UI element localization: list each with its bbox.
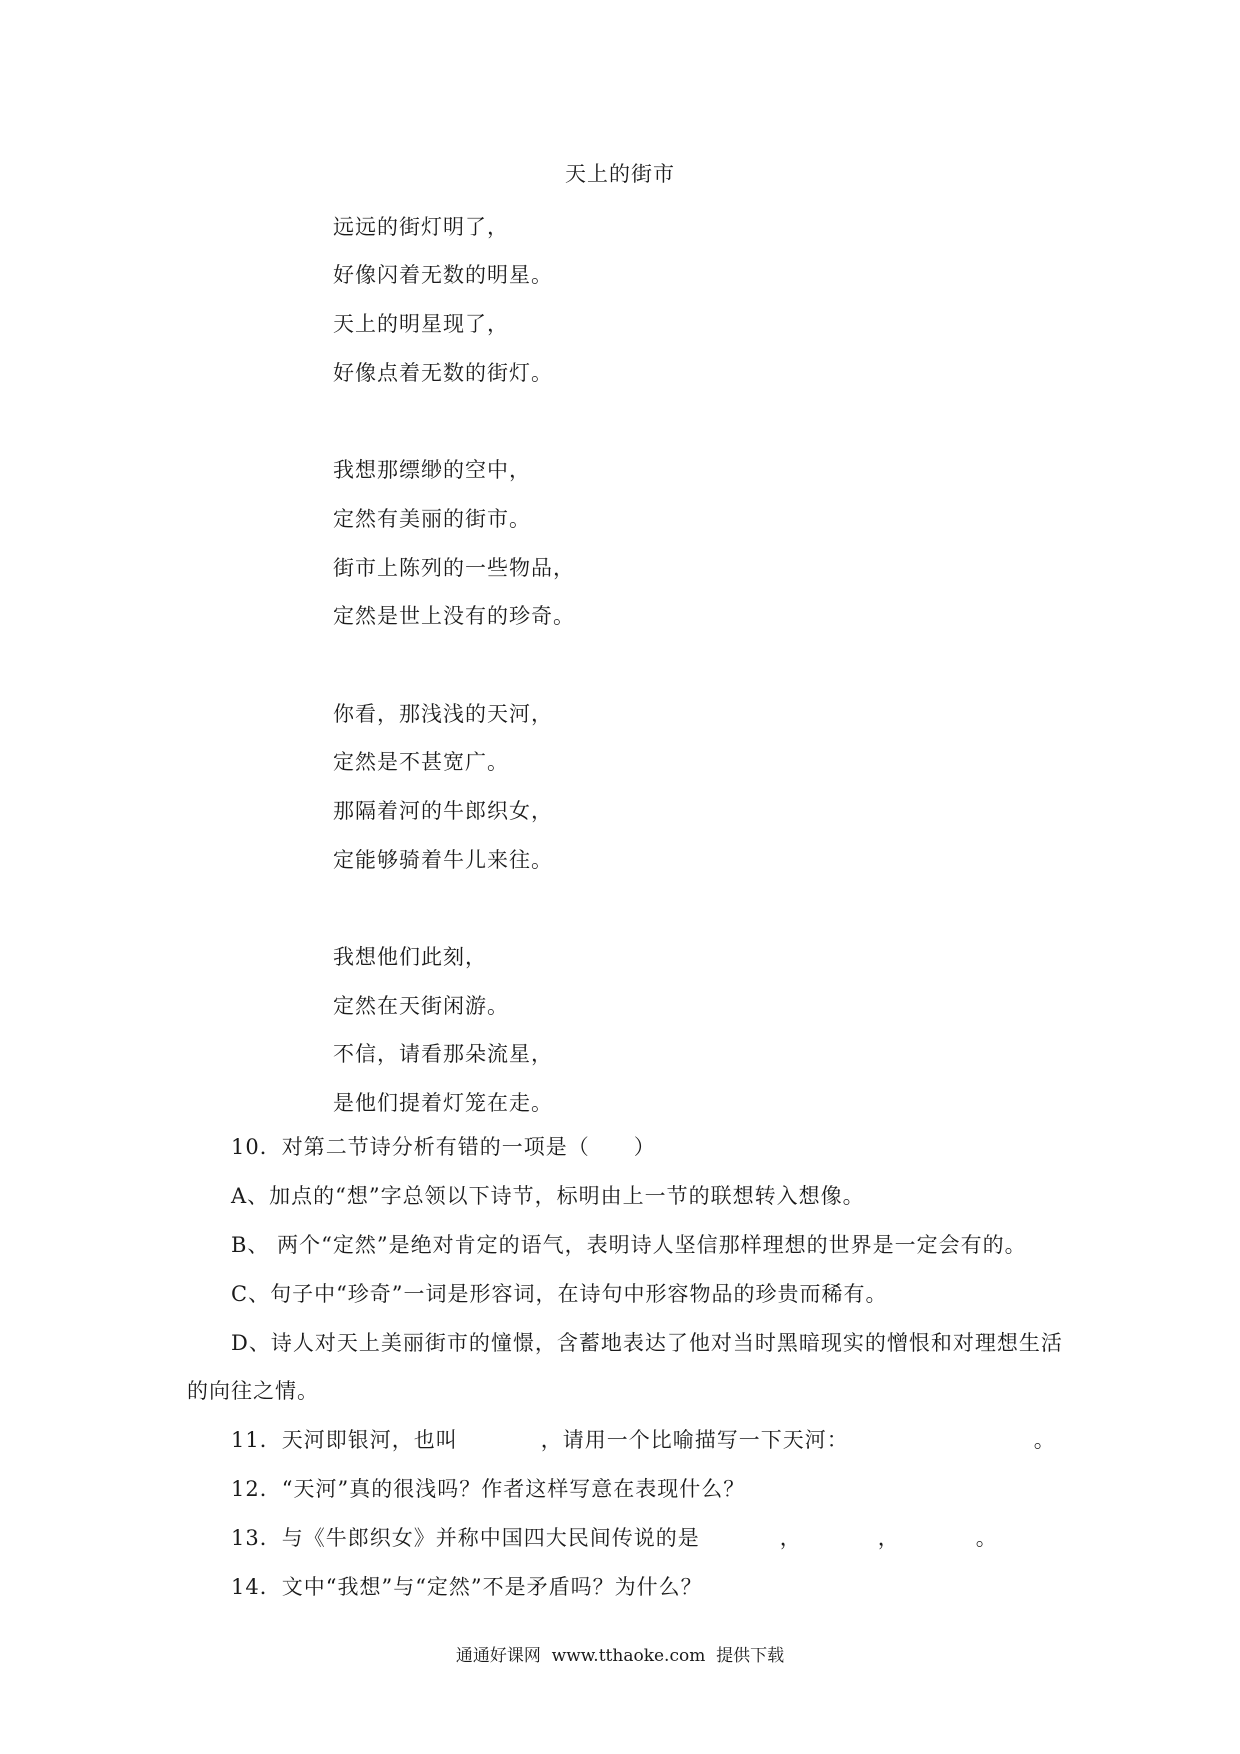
question-12: 12．“天河”真的很浅吗？作者这样写意在表现什么？	[231, 1477, 746, 1501]
poem-title: 天上的街市	[565, 162, 675, 186]
question-10-option-d: D、诗人对天上美丽街市的憧憬，含蓄地表达了他对当时黑暗现实的憎恨和对理想生活	[231, 1331, 1063, 1355]
question-10-option-d-continued: 的向往之情。	[187, 1379, 319, 1403]
poem-line: 好像点着无数的街灯。	[333, 361, 553, 385]
question-14: 14．文中“我想”与“定然”不是矛盾吗？为什么？	[231, 1575, 703, 1599]
poem-line: 你看，那浅浅的天河，	[333, 702, 553, 726]
poem-line: 是他们提着灯笼在走。	[333, 1091, 553, 1115]
question-13-separator: ，	[877, 1526, 900, 1550]
poem-line: 那隔着河的牛郎织女，	[333, 799, 553, 823]
question-13	[231, 1522, 998, 1552]
question-13-end: 。	[975, 1526, 998, 1550]
question-10-stem: 10．对第二节诗分析有错的一项是（ ）	[231, 1135, 656, 1159]
poem-line: 定然有美丽的街市。	[333, 507, 531, 531]
poem-line: 好像闪着无数的明星。	[333, 263, 553, 287]
question-13-text: 13．与《牛郎织女》并称中国四大民间传说的是	[231, 1526, 700, 1550]
page-footer: 通通好课网 www.tthaoke.com 提供下载	[455, 1646, 785, 1666]
question-13-separator: ，	[779, 1526, 802, 1550]
poem-line: 定然是不甚宽广。	[333, 750, 509, 774]
question-11	[231, 1424, 1056, 1454]
poem-line: 定然是世上没有的珍奇。	[333, 604, 575, 628]
poem-line: 街市上陈列的一些物品，	[333, 556, 575, 580]
question-10-option-b: B、 两个“定然”是绝对肯定的语气，表明诗人坚信那样理想的世界是一定会有的。	[231, 1233, 1027, 1257]
question-11-end: 。	[1033, 1428, 1056, 1452]
question-11-text: ，请用一个比喻描写一下天河：	[540, 1428, 849, 1452]
poem-line: 定能够骑着牛儿来往。	[333, 848, 553, 872]
poem-line: 我想他们此刻，	[333, 945, 487, 969]
poem-line: 定然在天街闲游。	[333, 994, 509, 1018]
question-11-text: 11．天河即银河，也叫	[231, 1428, 458, 1452]
poem-line: 不信，请看那朵流星，	[333, 1042, 553, 1066]
poem-line: 远远的街灯明了，	[333, 215, 509, 239]
poem-line: 天上的明星现了，	[333, 312, 509, 336]
poem-line: 我想那缥缈的空中，	[333, 458, 531, 482]
question-10-option-c: C、句子中“珍奇”一词是形容词，在诗句中形容物品的珍贵而稀有。	[231, 1282, 888, 1306]
question-10-option-a: A、加点的“想”字总领以下诗节，标明由上一节的联想转入想像。	[231, 1184, 865, 1208]
